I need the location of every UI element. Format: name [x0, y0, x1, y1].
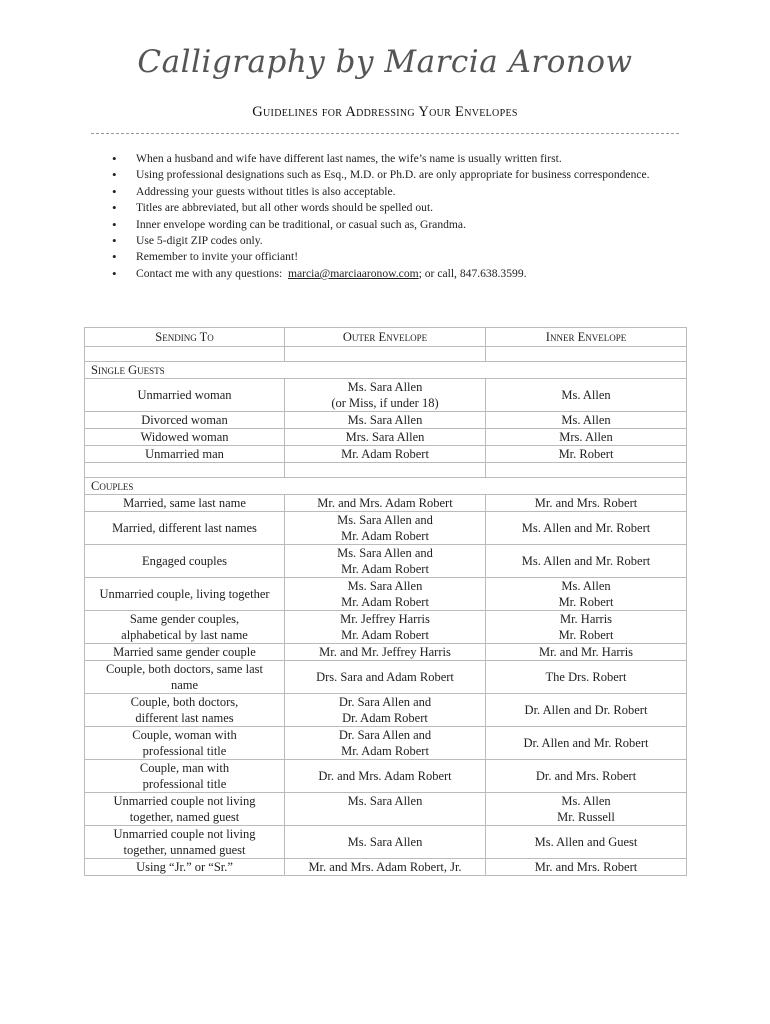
outer-envelope-cell-line: Ms. Sara Allen: [347, 794, 423, 808]
inner-envelope-cell: [486, 793, 687, 826]
inner-envelope-cell-line: Ms. Allen: [561, 794, 611, 808]
page-title: Guidelines for Addressing Your Envelopes: [252, 104, 518, 120]
table-row: [85, 644, 687, 661]
guideline-item: • Use 5-digit ZIP codes only.: [112, 233, 650, 249]
column-header-outer-envelope: Outer Envelope: [285, 328, 486, 347]
sending-to-cell: [85, 611, 285, 644]
sending-to-cell: [85, 661, 285, 694]
sending-to-cell: [85, 859, 285, 876]
table-row: [85, 694, 687, 727]
calligraphy-logo: Calligraphy by Marcia Aronow: [137, 44, 633, 80]
column-header-sending-to: Sending To: [85, 328, 285, 347]
sending-to-cell-line: Couple, man with: [139, 761, 230, 775]
sending-to-cell-line: Couple, both doctors, same last: [106, 662, 263, 676]
inner-envelope-cell: [486, 694, 687, 727]
sending-to-cell: [85, 446, 285, 463]
sending-to-cell-line: Unmarried man: [145, 447, 224, 461]
outer-envelope-cell: [285, 859, 486, 876]
outer-envelope-cell-line: Mr. and Mrs. Adam Robert, Jr.: [308, 860, 462, 874]
empty-cell: [85, 347, 285, 362]
outer-envelope-cell-line: Drs. Sara and Adam Robert: [316, 670, 454, 684]
empty-cell: [486, 347, 687, 362]
email-link[interactable]: marcia@marciaaronow.com: [288, 266, 419, 280]
sending-to-cell-line: Widowed woman: [140, 430, 229, 444]
table-row: [85, 578, 687, 611]
outer-envelope-cell-line: Mr. Adam Robert: [341, 628, 429, 642]
empty-cell: [85, 463, 285, 478]
outer-envelope-cell: [285, 760, 486, 793]
sending-to-cell: [85, 545, 285, 578]
sending-to-cell-line: Couple, woman with: [132, 728, 237, 742]
inner-envelope-cell: [486, 446, 687, 463]
inner-envelope-cell-line: Ms. Allen and Guest: [534, 835, 638, 849]
sending-to-cell-line: Unmarried couple not living: [113, 827, 256, 841]
outer-envelope-cell: [285, 694, 486, 727]
divider: [91, 133, 679, 134]
table-row: [85, 727, 687, 760]
outer-envelope-cell-line: Dr. Adam Robert: [342, 711, 428, 725]
guideline-item: • Using professional designations such as Esq., M.D. or Ph.D. are only appropriate for business correspondence.: [112, 167, 650, 183]
outer-envelope-cell-line: Mrs. Sara Allen: [345, 430, 425, 444]
sending-to-cell-line: Married same gender couple: [113, 645, 256, 659]
section-title: Couples: [85, 478, 687, 495]
inner-envelope-cell: [486, 826, 687, 859]
inner-envelope-cell: [486, 379, 687, 412]
outer-envelope-cell-line: Dr. Sara Allen and: [338, 695, 432, 709]
inner-envelope-cell-line: Mr. Russell: [557, 810, 615, 824]
outer-envelope-cell: [285, 611, 486, 644]
envelope-table-body: [85, 347, 687, 876]
inner-envelope-cell: [486, 661, 687, 694]
outer-envelope-cell-line: Ms. Sara Allen: [347, 579, 423, 593]
inner-envelope-cell: [486, 545, 687, 578]
inner-envelope-cell-line: Mr. and Mrs. Robert: [534, 496, 638, 510]
inner-envelope-cell-line: Ms. Allen: [561, 388, 611, 402]
table-row: [85, 446, 687, 463]
sending-to-cell-line: Couple, both doctors,: [130, 695, 239, 709]
sending-to-cell: [85, 578, 285, 611]
inner-envelope-cell-line: Dr. and Mrs. Robert: [535, 769, 637, 783]
outer-envelope-cell: [285, 495, 486, 512]
outer-envelope-cell-line: Dr. Sara Allen and: [338, 728, 432, 742]
sending-to-cell: [85, 379, 285, 412]
sending-to-cell: [85, 727, 285, 760]
sending-to-cell-line: Using “Jr.” or “Sr.”: [136, 860, 233, 874]
empty-cell: [285, 463, 486, 478]
table-row: [85, 760, 687, 793]
outer-envelope-cell-line: Mr. Jeffrey Harris: [340, 612, 430, 626]
table-row: [85, 379, 687, 412]
inner-envelope-cell-line: Mr. and Mrs. Robert: [534, 860, 638, 874]
spacer-row: [85, 347, 687, 362]
guideline-item: • Inner envelope wording can be traditional, or casual such as, Grandma.: [112, 217, 650, 233]
sending-to-cell: [85, 826, 285, 859]
inner-envelope-cell-line: Mr. Robert: [558, 595, 614, 609]
outer-envelope-cell: [285, 661, 486, 694]
sending-to-cell-line: Unmarried couple, living together: [99, 587, 270, 601]
inner-envelope-cell-line: Mr. Harris: [559, 612, 613, 626]
inner-envelope-cell: [486, 611, 687, 644]
table-row: [85, 429, 687, 446]
outer-envelope-cell: [285, 826, 486, 859]
outer-envelope-cell-line: Ms. Sara Allen and: [337, 513, 433, 527]
inner-envelope-cell-line: Ms. Allen and Mr. Robert: [521, 521, 651, 535]
sending-to-cell-line: together, unnamed guest: [123, 843, 246, 857]
guideline-item: • Remember to invite your officiant!: [112, 249, 650, 265]
inner-envelope-cell: [486, 760, 687, 793]
inner-envelope-cell-line: Dr. Allen and Mr. Robert: [523, 736, 649, 750]
section-title: Single Guests: [85, 362, 687, 379]
outer-envelope-cell-line: Mr. Adam Robert: [341, 744, 429, 758]
inner-envelope-cell: [486, 412, 687, 429]
outer-envelope-cell-line: Mr. Adam Robert: [341, 562, 429, 576]
table-row: [85, 412, 687, 429]
guideline-item: • Titles are abbreviated, but all other words should be spelled out.: [112, 200, 650, 216]
section-single-guests: [85, 362, 687, 379]
inner-envelope-cell: [486, 495, 687, 512]
sending-to-cell-line: alphabetical by last name: [121, 628, 248, 642]
sending-to-cell-line: Unmarried woman: [137, 388, 232, 402]
table-row: [85, 512, 687, 545]
sending-to-cell-line: Divorced woman: [141, 413, 228, 427]
outer-envelope-cell: [285, 446, 486, 463]
outer-envelope-cell: [285, 644, 486, 661]
table-row: [85, 661, 687, 694]
inner-envelope-cell: [486, 859, 687, 876]
outer-envelope-cell: [285, 545, 486, 578]
inner-envelope-cell: [486, 512, 687, 545]
outer-envelope-cell-line: Mr. Adam Robert: [341, 529, 429, 543]
inner-envelope-cell-line: Mr. Robert: [558, 447, 614, 461]
outer-envelope-cell: [285, 512, 486, 545]
sending-to-cell-line: Engaged couples: [141, 554, 228, 568]
outer-envelope-cell-line: Mr. and Mrs. Adam Robert: [317, 496, 453, 510]
inner-envelope-cell: [486, 727, 687, 760]
sending-to-cell: [85, 512, 285, 545]
outer-envelope-cell: [285, 429, 486, 446]
table-row: [85, 495, 687, 512]
sending-to-cell-line: name: [170, 678, 199, 692]
inner-envelope-cell: [486, 644, 687, 661]
outer-envelope-cell-line: Ms. Sara Allen: [347, 380, 423, 394]
outer-envelope-cell-line: Mr. Adam Robert: [341, 447, 429, 461]
sending-to-cell-line: together, named guest: [129, 810, 240, 824]
sending-to-cell-line: different last names: [135, 711, 234, 725]
inner-envelope-cell-line: Dr. Allen and Dr. Robert: [524, 703, 648, 717]
contact-item: [112, 266, 650, 282]
sending-to-cell-line: Married, same last name: [123, 496, 246, 510]
inner-envelope-cell-line: Ms. Allen: [561, 579, 611, 593]
sending-to-cell-line: Same gender couples,: [129, 612, 240, 626]
envelope-table: [84, 327, 687, 876]
spacer-row: [85, 463, 687, 478]
inner-envelope-cell-line: Mrs. Allen: [559, 430, 613, 444]
table-row: [85, 611, 687, 644]
table-row: [85, 859, 687, 876]
table-row: [85, 826, 687, 859]
outer-envelope-cell: [285, 379, 486, 412]
sending-to-cell: [85, 760, 285, 793]
outer-envelope-cell: [285, 578, 486, 611]
section-couples: [85, 478, 687, 495]
inner-envelope-cell-line: The Drs. Robert: [545, 670, 627, 684]
sending-to-cell-line: professional title: [142, 777, 227, 791]
guidelines-list: [112, 151, 650, 282]
sending-to-cell: [85, 694, 285, 727]
outer-envelope-cell-line: Ms. Sara Allen and: [337, 546, 433, 560]
sending-to-cell-line: professional title: [142, 744, 227, 758]
table-row: [85, 793, 687, 826]
inner-envelope-cell-line: Ms. Allen: [561, 413, 611, 427]
inner-envelope-cell: [486, 429, 687, 446]
guideline-item: • Addressing your guests without titles is also acceptable.: [112, 184, 650, 200]
sending-to-cell-line: Unmarried couple not living: [113, 794, 256, 808]
sending-to-cell: [85, 644, 285, 661]
inner-envelope-cell-line: Mr. Robert: [558, 628, 614, 642]
outer-envelope-cell-line: Ms. Sara Allen: [347, 413, 423, 427]
outer-envelope-cell-line: Mr. and Mr. Jeffrey Harris: [319, 645, 451, 659]
outer-envelope-cell: [285, 727, 486, 760]
outer-envelope-cell-line: Mr. Adam Robert: [341, 595, 429, 609]
inner-envelope-cell-line: Ms. Allen and Mr. Robert: [521, 554, 651, 568]
contact-suffix: ; or call, 847.638.3599.: [418, 266, 527, 280]
outer-envelope-cell-line: Dr. and Mrs. Adam Robert: [318, 769, 452, 783]
table-row: [85, 545, 687, 578]
sending-to-cell: [85, 429, 285, 446]
empty-cell: [285, 347, 486, 362]
sending-to-cell: [85, 793, 285, 826]
outer-envelope-cell-line: Ms. Sara Allen: [347, 835, 423, 849]
inner-envelope-cell-line: Mr. and Mr. Harris: [538, 645, 634, 659]
outer-envelope-cell-line: (or Miss, if under 18): [331, 396, 439, 410]
inner-envelope-cell: [486, 578, 687, 611]
outer-envelope-cell: [285, 412, 486, 429]
sending-to-cell-line: Married, different last names: [112, 521, 257, 535]
guideline-item: • When a husband and wife have different last names, the wife’s name is usually written first.: [112, 151, 650, 167]
outer-envelope-cell: [285, 793, 486, 826]
sending-to-cell: [85, 412, 285, 429]
column-header-inner-envelope: Inner Envelope: [486, 328, 687, 347]
empty-cell: [486, 463, 687, 478]
contact-prefix: Contact me with any questions:: [136, 266, 288, 280]
sending-to-cell: [85, 495, 285, 512]
